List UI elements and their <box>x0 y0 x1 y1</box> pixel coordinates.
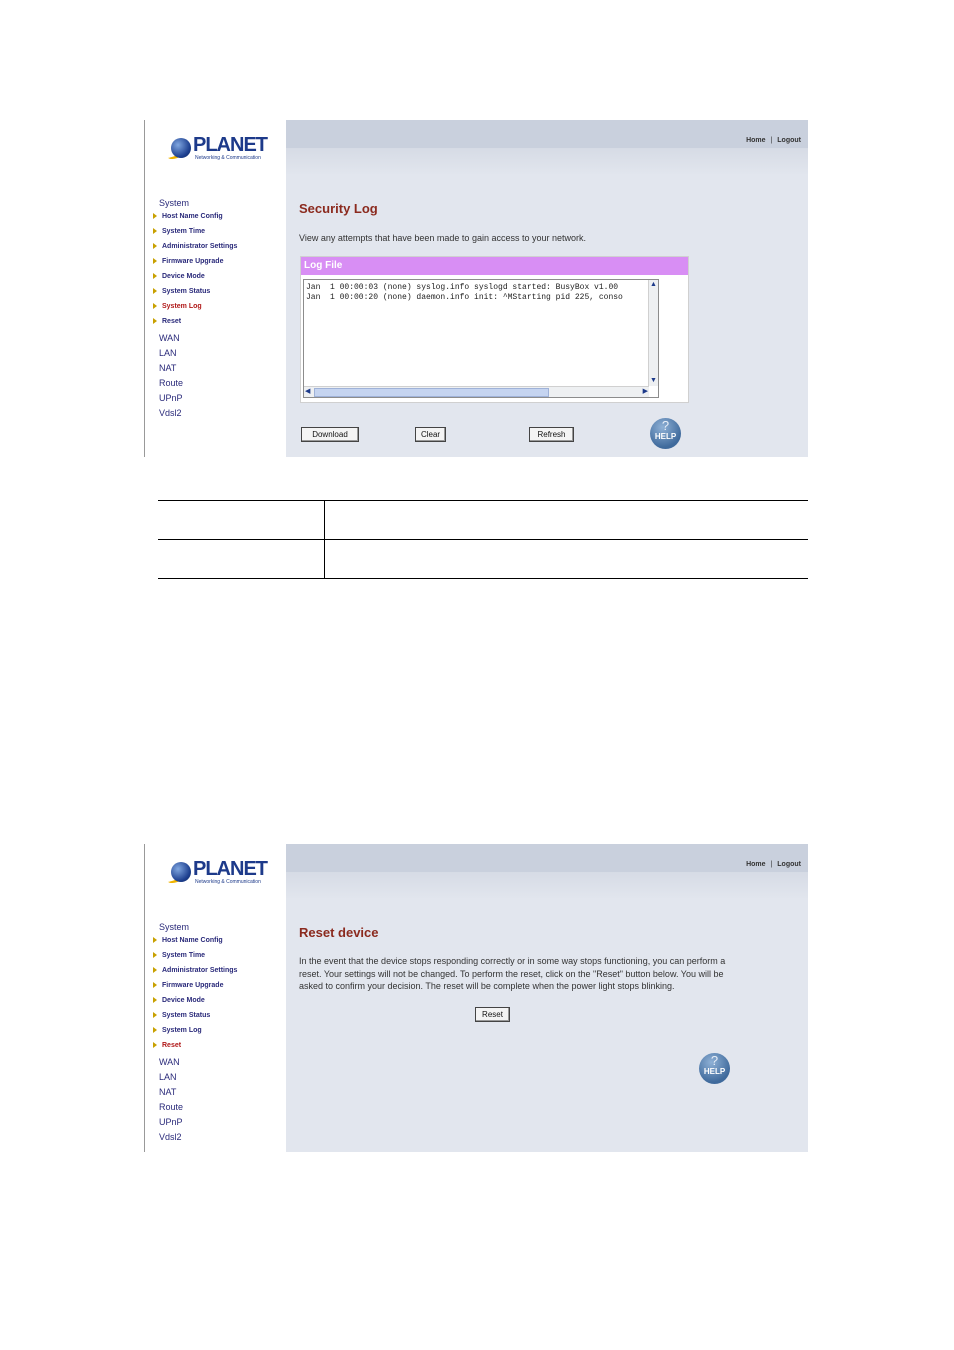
arrow-icon <box>153 273 157 279</box>
scroll-down-icon[interactable]: ▼ <box>650 377 657 384</box>
help-button[interactable] <box>650 418 681 449</box>
menu-section-vdsl2[interactable]: Vdsl2 <box>159 1132 182 1142</box>
scroll-right-icon[interactable]: ▶ <box>642 388 648 395</box>
description-table <box>158 500 808 579</box>
table-row <box>158 501 808 540</box>
help-button[interactable] <box>699 1053 730 1084</box>
table-cell <box>158 501 325 540</box>
arrow-icon <box>153 1012 157 1018</box>
table-cell <box>325 540 809 579</box>
menu-section-route[interactable]: Route <box>159 378 184 388</box>
sidebar-menu <box>153 922 237 1145</box>
page-title: Security Log <box>299 201 378 216</box>
menu-item-device-mode[interactable]: Device Mode <box>153 995 237 1010</box>
menu-item-firmware-upgrade[interactable]: Firmware Upgrade <box>153 980 237 995</box>
arrow-icon <box>153 213 157 219</box>
globe-icon <box>171 138 191 158</box>
brand-tagline: Networking & Communication <box>195 155 261 161</box>
top-bar <box>286 120 808 148</box>
menu-item-device-mode[interactable]: Device Mode <box>153 271 237 286</box>
home-link[interactable]: Home <box>746 137 766 144</box>
log-textarea[interactable] <box>303 279 659 398</box>
brand-tagline: Networking & Communication <box>195 879 261 885</box>
description-line: asked to confirm your decision. The reset will be complete when the power light stops blinking. <box>299 981 675 991</box>
content-area <box>286 120 808 457</box>
logout-link[interactable]: Logout <box>777 861 801 868</box>
clear-button[interactable]: Clear <box>415 427 446 442</box>
scroll-up-icon[interactable]: ▲ <box>650 281 657 288</box>
menu-header-system[interactable]: System <box>159 922 190 932</box>
log-line: Jan 1 00:00:20 (none) daemon.info init: ^MStarting pid 225, conso <box>306 293 623 302</box>
menu-section-upnp[interactable]: UPnP <box>159 393 183 403</box>
help-label: HELP <box>703 1067 726 1076</box>
arrow-icon <box>153 952 157 958</box>
sidebar-menu <box>153 198 237 421</box>
arrow-icon <box>153 303 157 309</box>
sidebar <box>144 844 286 1152</box>
vertical-scrollbar[interactable] <box>648 280 658 386</box>
top-nav <box>743 137 801 144</box>
download-button[interactable]: Download <box>301 427 359 442</box>
menu-header-system[interactable]: System <box>159 198 190 208</box>
menu-item-host-name-config[interactable]: Host Name Config <box>153 211 237 226</box>
help-label: HELP <box>654 432 677 441</box>
logout-link[interactable]: Logout <box>777 137 801 144</box>
page-description: View any attempts that have been made to gain access to your network. <box>299 233 586 243</box>
menu-item-system-log[interactable]: System Log <box>153 301 237 316</box>
menu-item-system-log[interactable]: System Log <box>153 1025 237 1040</box>
nav-separator: | <box>770 861 773 868</box>
table-cell <box>325 501 809 540</box>
arrow-icon <box>153 937 157 943</box>
nav-separator: | <box>770 137 773 144</box>
arrow-icon <box>153 982 157 988</box>
refresh-button[interactable]: Refresh <box>529 427 574 442</box>
menu-item-host-name-config[interactable]: Host Name Config <box>153 935 237 950</box>
menu-item-system-time[interactable]: System Time <box>153 226 237 241</box>
arrow-icon <box>153 997 157 1003</box>
menu-section-wan[interactable]: WAN <box>159 1057 180 1067</box>
menu-item-administrator-settings[interactable]: Administrator Settings <box>153 241 237 256</box>
top-nav <box>743 861 801 868</box>
table-row <box>158 540 808 579</box>
menu-item-reset[interactable]: Reset <box>153 316 237 331</box>
menu-section-upnp[interactable]: UPnP <box>159 1117 183 1127</box>
brand-name: PLANET <box>193 134 267 156</box>
screenshot-security-log <box>144 120 808 457</box>
scroll-thumb[interactable] <box>314 388 549 397</box>
page-title: Reset device <box>299 925 379 940</box>
arrow-icon <box>153 1027 157 1033</box>
scroll-left-icon[interactable]: ◀ <box>305 388 311 395</box>
menu-item-firmware-upgrade[interactable]: Firmware Upgrade <box>153 256 237 271</box>
top-band <box>286 872 808 900</box>
menu-item-administrator-settings[interactable]: Administrator Settings <box>153 965 237 980</box>
arrow-icon <box>153 243 157 249</box>
description-line: reset. Your settings will not be changed. To perform the reset, click on the "Reset" button below. You will be <box>299 968 724 979</box>
question-icon: ? <box>710 1053 719 1068</box>
top-bar <box>286 844 808 872</box>
arrow-icon <box>153 288 157 294</box>
table-cell <box>158 540 325 579</box>
arrow-icon <box>153 258 157 264</box>
description-line: In the event that the device stops responding correctly or in some way stops functioning, you can perform a <box>299 956 726 966</box>
menu-section-route[interactable]: Route <box>159 1102 184 1112</box>
home-link[interactable]: Home <box>746 861 766 868</box>
menu-item-reset[interactable]: Reset <box>153 1040 237 1055</box>
planet-logo[interactable] <box>169 134 269 164</box>
arrow-icon <box>153 318 157 324</box>
log-lines <box>306 283 623 303</box>
page-description <box>299 955 789 993</box>
log-line: Jan 1 00:00:03 (none) syslog.info syslogd started: BusyBox v1.00 <box>306 283 619 292</box>
log-file-panel <box>300 256 689 403</box>
menu-item-system-status[interactable]: System Status <box>153 286 237 301</box>
reset-button[interactable]: Reset <box>475 1007 510 1022</box>
globe-icon <box>171 862 191 882</box>
brand-name: PLANET <box>193 858 267 880</box>
sidebar <box>144 120 286 457</box>
question-icon: ? <box>661 418 670 433</box>
top-band <box>286 148 808 176</box>
menu-item-system-status[interactable]: System Status <box>153 1010 237 1025</box>
arrow-icon <box>153 1042 157 1048</box>
log-file-header: Log File <box>301 257 688 275</box>
content-area <box>286 844 808 1152</box>
screenshot-reset-device <box>144 844 808 1152</box>
menu-section-lan[interactable]: LAN <box>159 348 177 358</box>
arrow-icon <box>153 228 157 234</box>
planet-logo[interactable] <box>169 858 269 888</box>
menu-section-wan[interactable]: WAN <box>159 333 180 343</box>
menu-section-nat[interactable]: NAT <box>159 363 177 373</box>
horizontal-scrollbar[interactable] <box>304 386 649 397</box>
menu-section-vdsl2[interactable]: Vdsl2 <box>159 408 182 418</box>
menu-item-system-time[interactable]: System Time <box>153 950 237 965</box>
menu-section-nat[interactable]: NAT <box>159 1087 177 1097</box>
arrow-icon <box>153 967 157 973</box>
menu-section-lan[interactable]: LAN <box>159 1072 177 1082</box>
